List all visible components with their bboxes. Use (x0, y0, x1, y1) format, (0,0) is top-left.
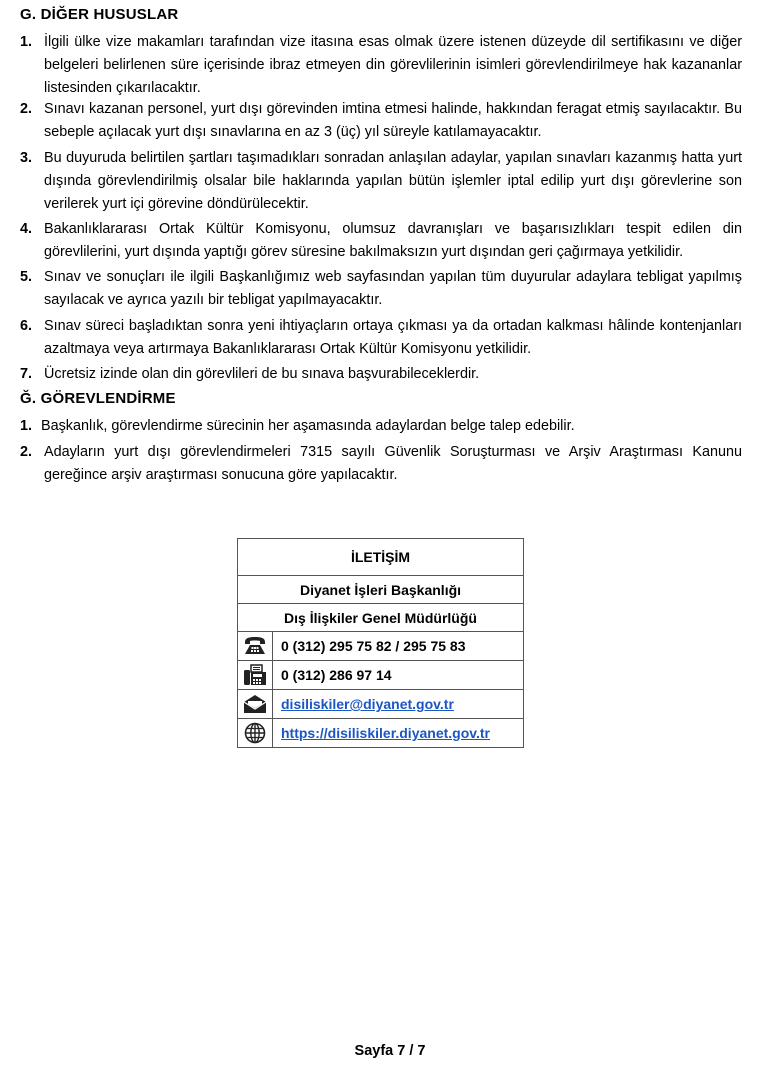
fax-icon-cell (238, 661, 273, 690)
contact-fax: 0 (312) 286 97 14 (273, 661, 524, 690)
list-item (20, 266, 742, 312)
contact-phone: 0 (312) 295 75 82 / 295 75 83 (273, 632, 524, 661)
fax-icon (243, 664, 267, 686)
email-link[interactable]: disiliskiler@diyanet.gov.tr (281, 696, 454, 712)
phone-icon (243, 636, 267, 656)
item-text: Başkanlık, görevlendirme sürecinin her aşamasında adaylardan belge talep edebilir. (41, 418, 575, 434)
list-item (20, 315, 742, 361)
globe-icon (244, 722, 266, 744)
list-item (20, 218, 742, 264)
email-icon-cell (238, 690, 273, 719)
contact-email (273, 690, 524, 719)
item-text: Sınavı kazanan personel, yurt dışı görevinden imtina etmesi halinde, hakkından feragat etmiş sayılacaktır. Bu sebeple açılacak yurt dışı sınavlarına en az 3 (üç) yıl süreyle katılamayacaktır. (44, 101, 742, 140)
contact-website (273, 719, 524, 748)
contact-organization: Diyanet İşleri Başkanlığı (238, 576, 524, 604)
phone-icon-cell (238, 632, 273, 661)
item-number: 3. (20, 150, 33, 166)
section-title-gorevlendirme: Ğ. GÖREVLENDİRME (20, 390, 176, 407)
list-item (20, 363, 742, 386)
item-text: Bakanlıklararası Ortak Kültür Komisyonu, olumsuz davranışları ve başarısızlıkları tespit edilen din görevlilerini, yurt dışında yaptığı görev süresine bakılmaksızın yurt dışından geri çağırmaya yetkilidir. (44, 221, 742, 260)
list-item (20, 415, 742, 438)
list-item (20, 31, 742, 100)
item-number: 2. (20, 101, 33, 117)
item-number: 6. (20, 318, 33, 334)
list-item (20, 147, 742, 216)
contact-department: Dış İlişkiler Genel Müdürlüğü (238, 604, 524, 632)
item-number: 1. (20, 418, 33, 434)
contact-table (237, 538, 524, 748)
globe-icon-cell (238, 719, 273, 748)
website-link[interactable]: https://disiliskiler.diyanet.gov.tr (281, 725, 491, 741)
contact-title: İLETİŞİM (238, 539, 524, 576)
list-item (20, 98, 742, 144)
item-number: 7. (20, 366, 33, 382)
item-text: Ücretsiz izinde olan din görevlileri de bu sınava başvurabileceklerdir. (44, 366, 480, 382)
item-number: 4. (20, 221, 33, 237)
item-number: 5. (20, 269, 33, 285)
item-number: 1. (20, 34, 33, 50)
list-item (20, 441, 742, 487)
item-text: Sınav ve sonuçları ile ilgili Başkanlığımız web sayfasından yapılan tüm duyurular adaylara tebligat yapılmış sayılacak ve ayrıca yazılı bir tebligat yapılmayacaktır. (44, 269, 742, 308)
item-text: Adayların yurt dışı görevlendirmeleri 7315 sayılı Güvenlik Soruşturması ve Arşiv Araştırması Kanunu gereğince arşiv araştırması sonucuna göre yapılacaktır. (44, 444, 742, 483)
item-number: 2. (20, 444, 33, 460)
page-number: Sayfa 7 / 7 (354, 1043, 426, 1059)
item-text: Bu duyuruda belirtilen şartları taşımadıkları sonradan anlaşılan adaylar, yapılan sınavları kazanmış hatta yurt dışında görevlendirilmiş olsalar bile haklarında yapılan bütün işlemler iptal edilip yurt dışı görevlerine son verilerek yurt içi görevine döndürülecektir. (44, 150, 742, 212)
item-text: İlgili ülke vize makamları tarafından vize itasına esas olmak üzere istenen düzeyde dil sertifikasını ve diğer belgeleri belirlenen süre içerisinde ibraz etmeyen din görevlilerinin isimleri görevlendirilmeye hak kazananlar listesinden çıkarılacaktır. (44, 34, 742, 96)
item-text: Sınav süreci başladıktan sonra yeni ihtiyaçların ortaya çıkması ya da ortadan kalkması hâlinde kontenjanları azaltmaya veya artırmaya Bakanlıklararası Ortak Kültür Komisyonu yetkilidir. (44, 318, 742, 357)
email-icon (243, 694, 267, 714)
section-title-diger-hususlar: G. DİĞER HUSUSLAR (20, 6, 179, 23)
